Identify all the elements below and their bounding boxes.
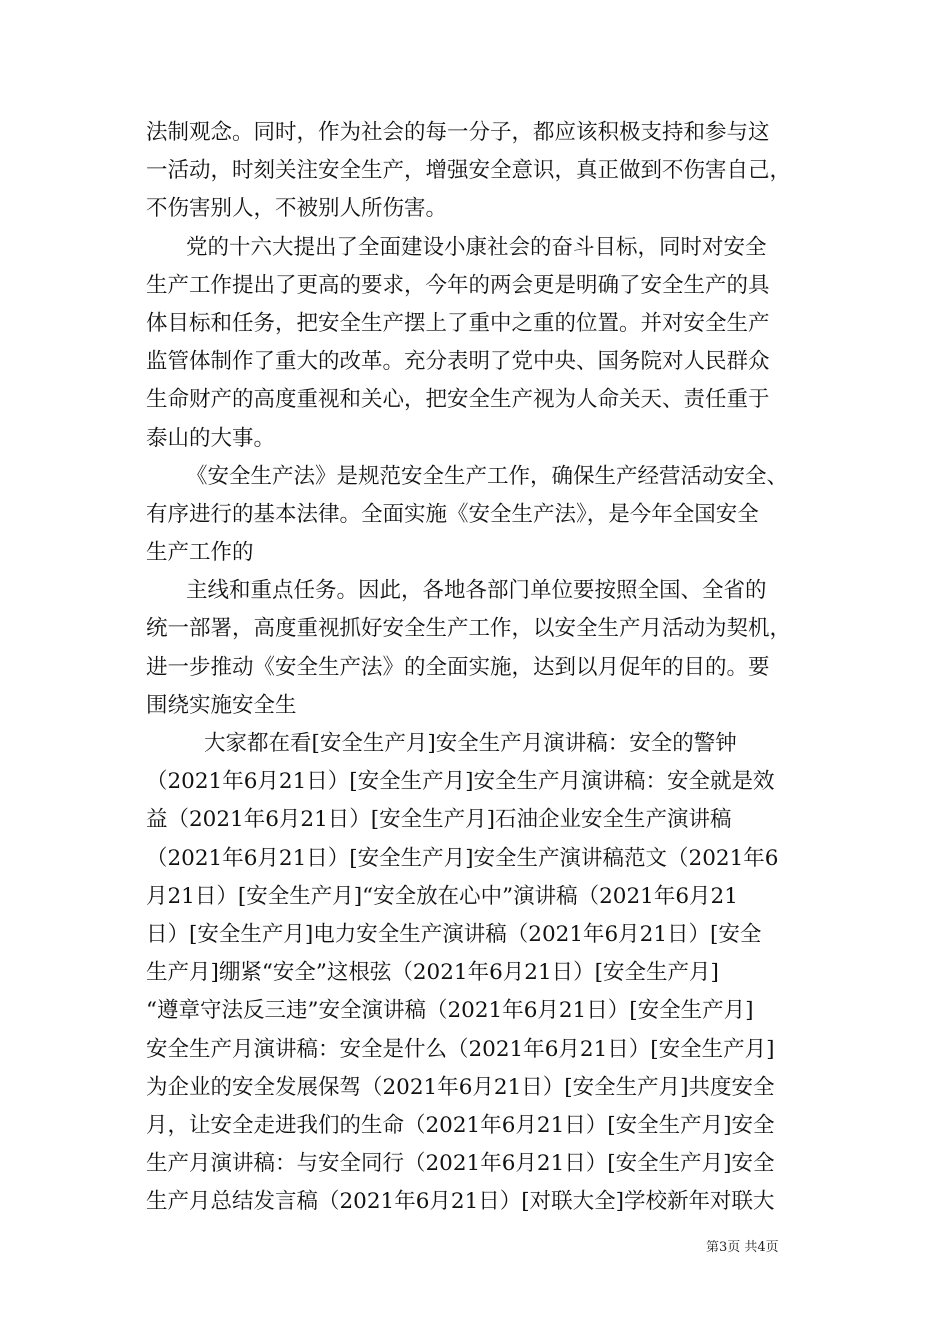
text-line: 进一步推动《安全生产法》的全面实施，达到以月促年的目的。要 (146, 654, 770, 680)
related-articles-line: 日）[安全生产月]电力安全生产演讲稿（2021年6月21日）[安全 (146, 921, 762, 947)
related-articles-line: 为企业的安全发展保驾（2021年6月21日）[安全生产月]共度安全 (146, 1074, 775, 1100)
related-articles-line: 月，让安全走进我们的生命（2021年6月21日）[安全生产月]安全 (146, 1112, 775, 1138)
text-line: 生命财产的高度重视和关心，把安全生产视为人命关天、责任重于 (146, 387, 770, 413)
text-line: 有序进行的基本法律。全面实施《安全生产法》，是今年全国安全 (146, 501, 759, 527)
paragraph-start-line: 主线和重点任务。因此，各地各部门单位要按照全国、全省的 (186, 578, 767, 604)
text-line: 生产工作提出了更高的要求，今年的两会更是明确了安全生产的具 (146, 272, 770, 298)
related-articles-line: （2021年6月21日）[安全生产月]安全生产演讲稿范文（2021年6 (146, 845, 779, 871)
text-line: 体目标和任务，把安全生产摆上了重中之重的位置。并对安全生产 (146, 310, 770, 336)
related-articles-line: （2021年6月21日）[安全生产月]安全生产月演讲稿：安全就是效 (146, 769, 775, 795)
text-line: 生产工作的 (146, 540, 254, 566)
related-articles-line: 月21日）[安全生产月]“安全放在心中”演讲稿（2021年6月21 (146, 883, 738, 909)
related-articles-line: 生产月总结发言稿（2021年6月21日）[对联大全]学校新年对联大 (146, 1189, 775, 1215)
related-articles-line: 生产月演讲稿：与安全同行（2021年6月21日）[安全生产月]安全 (146, 1151, 775, 1177)
paragraph-start-line: 《安全生产法》是规范安全生产工作，确保生产经营活动安全、 (186, 463, 789, 489)
related-articles-line: 益（2021年6月21日）[安全生产月]石油企业安全生产演讲稿 (146, 807, 732, 833)
text-line: 统一部署，高度重视抓好安全生产工作，以安全生产月活动为契机， (146, 616, 792, 642)
paragraph-start-line: 党的十六大提出了全面建设小康社会的奋斗目标，同时对安全 (186, 234, 767, 260)
text-line: 不伤害别人，不被别人所伤害。 (146, 196, 448, 222)
related-articles-line: 生产月]绷紧“安全”这根弦（2021年6月21日）[安全生产月] (146, 960, 719, 986)
related-articles-line: 安全生产月演讲稿：安全是什么（2021年6月21日）[安全生产月] (146, 1036, 775, 1062)
text-line: 围绕实施安全生 (146, 692, 297, 718)
document-body (146, 114, 810, 1221)
related-articles-line: “遵章守法反三违”安全演讲稿（2021年6月21日）[安全生产月] (146, 998, 754, 1024)
text-line: 法制观念。同时，作为社会的每一分子，都应该积极支持和参与这 (146, 120, 770, 145)
page-number-footer: 第3页 共4页 (706, 1240, 779, 1255)
text-line: 监管体制作了重大的改革。充分表明了党中央、国务院对人民群众 (146, 349, 770, 375)
text-line: 泰山的大事。 (146, 425, 276, 451)
related-articles-heading-line: 大家都在看[安全生产月]安全生产月演讲稿：安全的警钟 (204, 731, 737, 756)
text-line: 一活动，时刻关注安全生产，增强安全意识，真正做到不伤害自己， (146, 158, 792, 184)
